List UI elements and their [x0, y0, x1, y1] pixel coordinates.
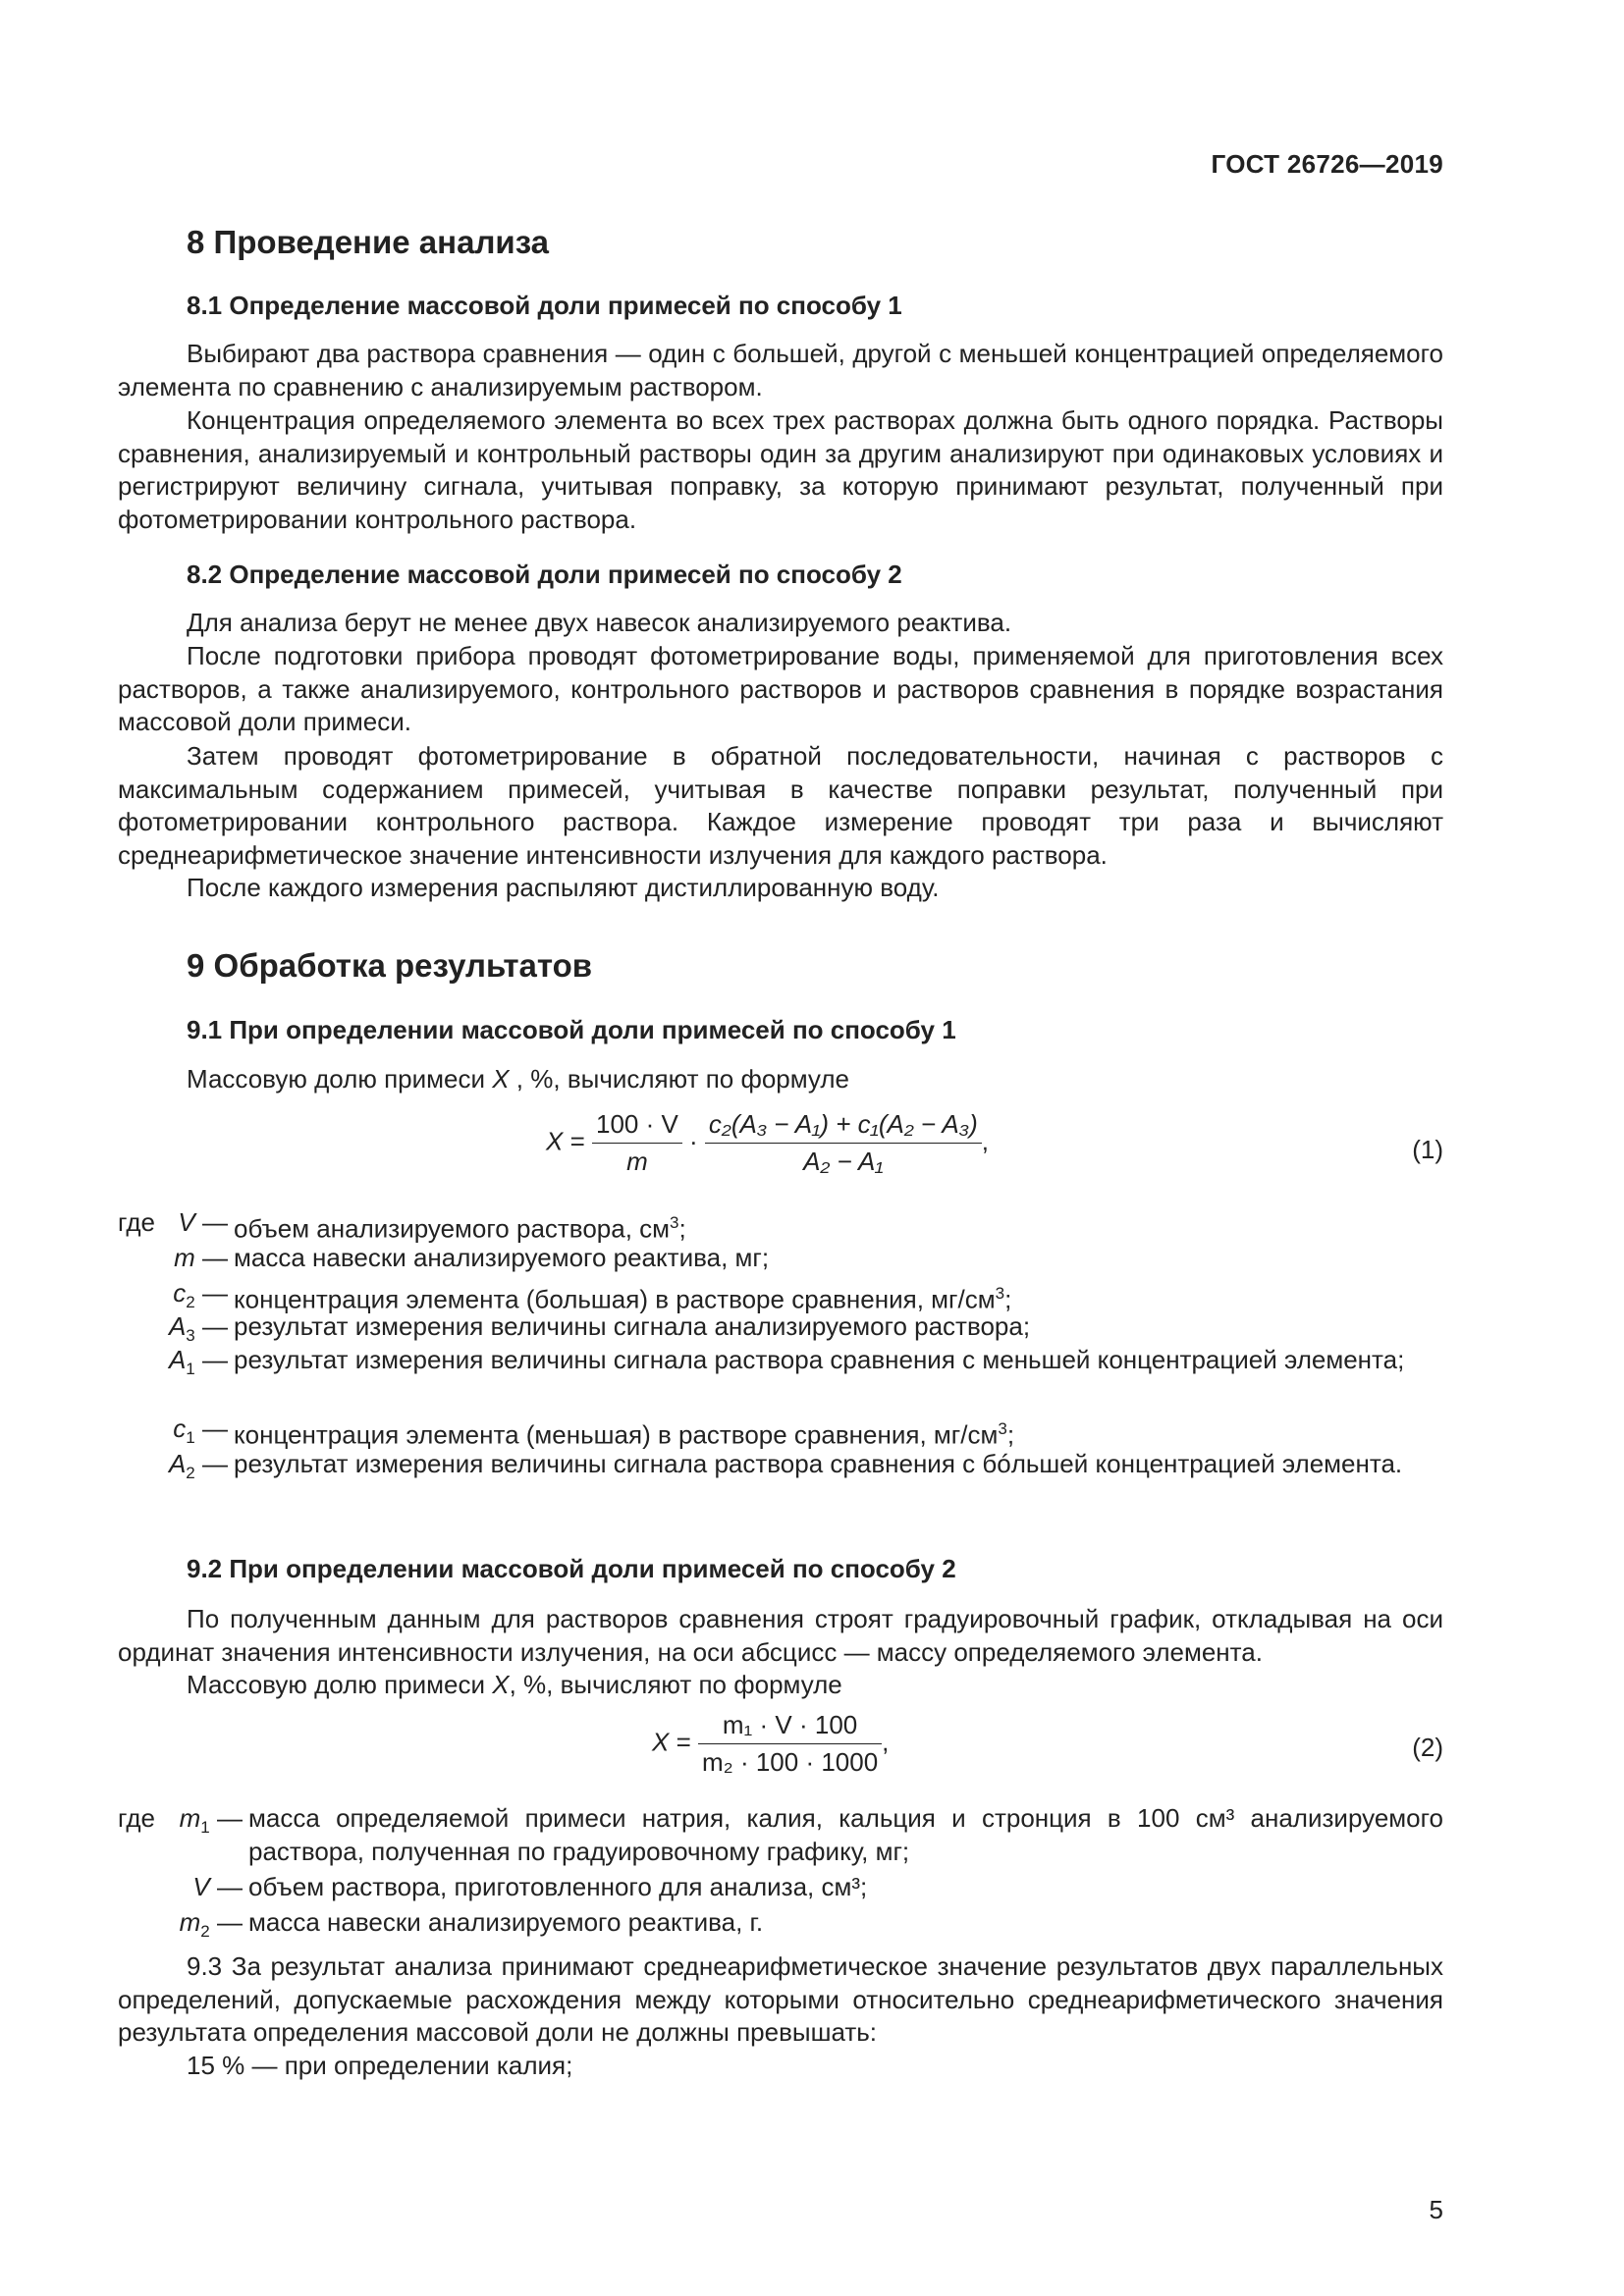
- variable-symbol: $c_2$ —: [173, 1278, 228, 1312]
- variable-description: [248, 1906, 1443, 1940]
- variable-symbol: $A_1$ —: [168, 1345, 228, 1379]
- variable-symbol: $A_2$ —: [168, 1449, 228, 1483]
- variable-subscript: 1: [186, 1360, 195, 1379]
- section-9-title: 9 Обработка результатов: [187, 947, 593, 984]
- variable-subscript: 3: [186, 1326, 195, 1346]
- section-8-1-title: 8.1 Определение массовой доли примесей по способу 1: [187, 291, 902, 320]
- variable-description: [234, 1242, 1443, 1275]
- section-8-1-paragraph-2: Концентрация определяемого элемента во всех трех растворах должна быть одного порядка. Растворы сравнения, анализируемый и контрольный растворы один за другим анализируют при одинаковых условиях и регистрируют величину сигнала, учитывая поправку, за которую принимают результат, полученный при фотометрировании контрольного раствора.: [118, 405, 1443, 534]
- variable-description: [248, 1871, 1443, 1904]
- variable-description-text: результат измерения величины сигнала раствора сравнения с бóльшей концентрацией элемента.: [234, 1449, 1403, 1478]
- variable-subscript: 1: [186, 1428, 195, 1448]
- section-8-2-paragraph-4: После каждого измерения распыляют дистиллированную воду.: [187, 873, 940, 902]
- section-9-3-paragraph: 9.3 За результат анализа принимают среднеарифметическое значение результатов двух параллельных определений, допускаемые расхождения между которыми относительно среднеарифметического значения результата определения массовой доли не должны превышать:: [118, 1951, 1443, 2047]
- variables-list-2: [118, 1802, 1443, 1949]
- formula-1: X = $\frac{100 \cdot V}{m}$ · $\frac{\text{c₂(A₃ − A₁) + c₁(A₂ − A₃)}}{\text{A₂ − A₁}}$ ,: [546, 1109, 989, 1176]
- variable-subscript: 2: [186, 1464, 195, 1483]
- variable-symbol: $m_2$ —: [179, 1907, 243, 1942]
- variable-letter: m: [179, 1907, 201, 1937]
- standard-code: ГОСТ 26726—2019: [1211, 149, 1443, 179]
- formula-1-fraction-2: $\frac{\text{c₂(A₃ − A₁) + c₁(A₂ − A₃)}}{\text{A₂ − A₁}}$: [705, 1109, 982, 1177]
- unit-superscript: 3: [998, 1419, 1007, 1438]
- variable-letter: c: [173, 1278, 187, 1308]
- variable-description: [248, 1802, 1443, 1868]
- variable-symbol: m —: [174, 1243, 228, 1272]
- variable-letter: A: [168, 1449, 187, 1478]
- section-9-1-title: 9.1 При определении массовой доли примесей по способу 1: [187, 1015, 956, 1044]
- where-word-2: где: [118, 1803, 155, 1833]
- variable-description: [234, 1448, 1443, 1481]
- unit-superscript: 3: [995, 1284, 1005, 1303]
- variable-description-text: масса навески анализируемого реактива, г.: [248, 1907, 764, 1937]
- variable-description-text: результат измерения величины сигнала анализируемого раствора;: [234, 1311, 1031, 1341]
- variable-letter: m: [179, 1803, 201, 1833]
- description-tail: ;: [1004, 1284, 1012, 1314]
- description-tail: ;: [678, 1213, 686, 1244]
- section-8-1-paragraph-1: Выбирают два раствора сравнения — один с большей, другой с меньшей концентрацией определяемого элемента по сравнению с анализируемым раствором.: [118, 339, 1443, 401]
- variable-description: [234, 1310, 1443, 1344]
- variable-description-text: концентрация элемента (большая) в растворе сравнения, мг/см: [234, 1284, 996, 1314]
- variable-subscript: 2: [200, 1922, 210, 1942]
- variable-symbol: $c_1$ —: [173, 1414, 228, 1448]
- formula-1-fraction-1: $\frac{100 \cdot V}{m}$: [592, 1109, 682, 1177]
- formula-2-intro: Массовую долю примеси X, %, вычисляют по формуле: [187, 1670, 842, 1699]
- variable-description: [234, 1206, 1443, 1246]
- variable-letter: A: [168, 1311, 187, 1341]
- section-9-3-item-1: 15 % — при определении калия;: [187, 2051, 573, 2080]
- section-8-2-paragraph-2: После подготовки прибора проводят фотометрирование воды, применяемой для приготовления всех растворов, а также анализируемого, контрольного растворов и растворов сравнения в порядке возрастания массовой доли примеси.: [118, 641, 1443, 736]
- formula-2-fraction: $\frac{\text{m₁ · V · 100}}{\text{m₂ · 100 · 1000}}$: [698, 1710, 882, 1778]
- section-8-title: 8 Проведение анализа: [187, 224, 550, 260]
- variable-description: [234, 1413, 1443, 1452]
- formula-1-number: (1): [1412, 1135, 1443, 1164]
- section-9-2-title: 9.2 При определении массовой доли примесей по способу 2: [187, 1554, 956, 1583]
- section-8-2-paragraph-3: Затем проводят фотометрирование в обратной последовательности, начиная с растворов с максимальным содержанием примесей, учитывая в качестве поправки результат, полученный при фотометрировании контрольного раствора. Каждое измерение проводят три раза и вычисляют среднеарифметическое значение интенсивности излучения для каждого раствора.: [118, 741, 1443, 870]
- variable-letter: V: [192, 1872, 210, 1901]
- formula-2-number: (2): [1412, 1733, 1443, 1762]
- variable-subscript: 1: [200, 1818, 210, 1838]
- section-8-2-paragraph-1: Для анализа берут не менее двух навесок анализируемого реактива.: [187, 608, 1012, 637]
- variable-letter: c: [173, 1414, 187, 1443]
- variable-symbol: $m_1$ —: [179, 1803, 243, 1838]
- variable-description-text: объем раствора, приготовленного для анализа, см³;: [248, 1872, 868, 1901]
- variable-symbol: V —: [192, 1872, 243, 1901]
- section-8-2-title: 8.2 Определение массовой доли примесей по способу 2: [187, 560, 902, 589]
- variable-symbol: V —: [178, 1207, 228, 1237]
- section-9-2-paragraph-1: По полученным данным для растворов сравнения строят градуировочный график, откладывая на оси ординат значения интенсивности излучения, на оси абсцисс — массу определяемого элемента.: [118, 1604, 1443, 1667]
- variables-list-1: [118, 1206, 1443, 1530]
- variable-letter: m: [174, 1243, 195, 1272]
- page-number: 5: [1429, 2195, 1443, 2224]
- variable-description-text: масса определяемой примеси натрия, калия, кальция и стронция в 100 см³ анализируемого раствора, полученная по градуировочному графику, мг;: [248, 1803, 1443, 1866]
- variable-description-text: концентрация элемента (меньшая) в растворе сравнения, мг/см: [234, 1419, 999, 1450]
- unit-superscript: 3: [670, 1213, 679, 1232]
- variable-description-text: масса навески анализируемого реактива, мг;: [234, 1243, 770, 1272]
- description-tail: ;: [1006, 1419, 1015, 1450]
- variable-description-text: объем анализируемого раствора, см: [234, 1213, 671, 1244]
- where-word: где: [118, 1207, 155, 1237]
- variable-subscript: 2: [186, 1293, 195, 1312]
- formula-2: X = $\frac{\text{m₁ · V · 100}}{\text{m₂ · 100 · 1000}}$ ,: [652, 1710, 890, 1777]
- formula-1-intro: Массовую долю примеси X , %, вычисляют по формуле: [187, 1064, 849, 1094]
- variable-description: [234, 1344, 1443, 1377]
- variable-description-text: результат измерения величины сигнала раствора сравнения с меньшей концентрацией элемента;: [234, 1345, 1405, 1374]
- variable-symbol: $A_3$ —: [168, 1311, 228, 1346]
- variable-letter: A: [168, 1345, 187, 1374]
- variable-letter: V: [178, 1207, 195, 1237]
